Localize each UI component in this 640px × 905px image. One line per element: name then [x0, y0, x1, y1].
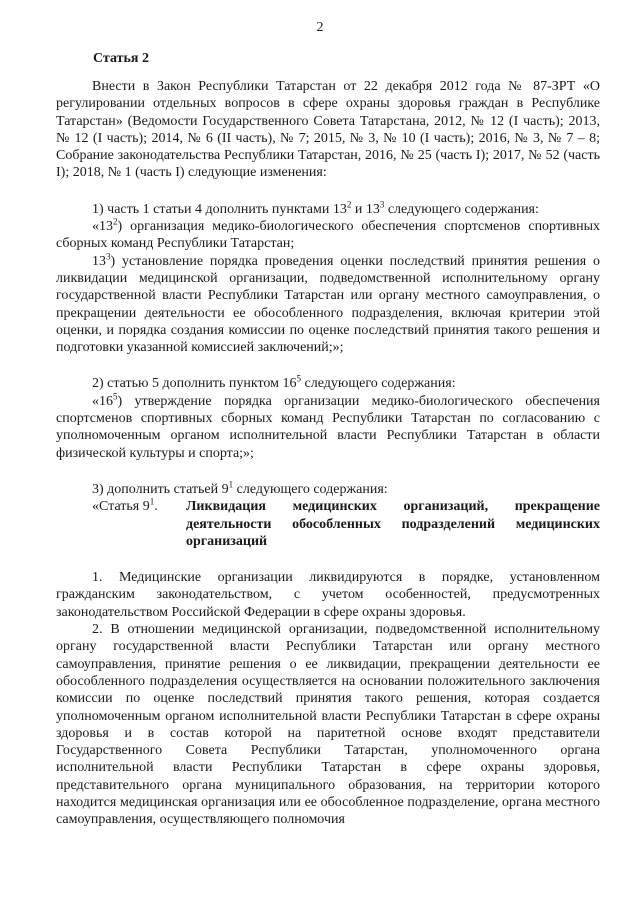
item-3-text-b: следующего содержания:	[233, 481, 388, 497]
page-number: 2	[316, 20, 324, 35]
new-article-title: Ликвидация медицинских организаций, прекращение деятельности обособленных подразделений медицинских организаций	[186, 499, 600, 549]
item-3-text-a: 3) дополнить статьей 9	[92, 481, 229, 497]
point-13-3-sup: 3	[106, 251, 111, 262]
item-2-text-a: 2) статью 5 дополнить пунктом 16	[92, 376, 297, 392]
point-13-3	[56, 253, 600, 357]
point-16-5-num: «16	[92, 393, 113, 409]
point-16-5	[56, 393, 600, 462]
point-16-5-sup: 5	[113, 391, 118, 402]
new-article-label-dot: .	[154, 499, 158, 515]
item-1	[56, 201, 600, 218]
point-13-3-text: ) установление порядка проведения оценки последствий принятия решения о ликвидации медицинской организации, подведомственной исполнительному органу государственной власти Республики Татарстан или органу местного самоуправления, о прекращении деятельности ее обособленного подразделения, включая критерии этой оценки, и порядка создания комиссии по оценке последствий принятия такого решения и подготовки указанной комиссией заключений;»;	[56, 253, 600, 356]
item-1-sup-2: 3	[379, 199, 385, 210]
point-13-2-text: ) организация медико-биологического обеспечения спортсменов спортивных сборных команд Республики Татарстан;	[56, 219, 600, 252]
intro-paragraph: Внести в Закон Республики Татарстан от 22 декабря 2012 года № 87-ЗРТ «О регулировании отдельных вопросов в сфере охраны здоровья граждан в Республике Татарстан» (Ведомости Государственного Совета Татарстана, 2012, № 12 (I часть); 2013, № 12 (I часть); 2014, № 6 (II часть), № 7; 2015, № 3, № 10 (I часть); 2016, № 3, № 7 – 8; Собрание законодательства Республики Татарстан, 2016, № 25 (часть I); 2017, № 52 (часть I); 2018, № 1 (часть I) следующие изменения:	[56, 79, 600, 181]
item-2-sup: 5	[296, 373, 302, 384]
amendments-body	[56, 78, 600, 829]
point-13-3-num: 13	[92, 253, 106, 269]
item-3-sup: 1	[228, 479, 234, 490]
article-point-2: 2. В отношении медицинской организации, подведомственной исполнительному органу государственной власти Республики Татарстан или органу местного самоуправления, принятие решения о ее ликвидации, прекращении деятельности ее обособленного подразделения осуществляется на основании положительного заключения комиссии по оценке последствий принятия такого решения, которая создается уполномоченным органом исполнительной власти Республики Татарстан в сфере охраны здоровья и в состав которой на паритетной основе входят представители Государственного Совета Республики Татарстан, уполномоченного органа исполнительной власти Республики Татарстан в сфере охраны здоровья, представительного органа муниципального образования, на территории которого находится медицинская организация или ее обособленное подразделение, органа местного самоуправления, осуществляющего полномочия	[56, 622, 600, 828]
item-1-text-b: и 13	[351, 201, 380, 217]
point-13-2	[56, 218, 600, 253]
new-article-label-sup: 1	[149, 496, 155, 507]
point-13-2-num: «13	[92, 219, 113, 235]
item-1-sup-1: 2	[346, 199, 352, 210]
item-3	[56, 481, 600, 498]
new-article-header	[56, 498, 600, 550]
new-article-label-text: «Статья 9	[92, 499, 150, 515]
item-1-text-a: 1) часть 1 статьи 4 дополнить пунктами 13	[92, 201, 347, 217]
point-16-5-text: ) утверждение порядка организации медико-биологического обеспечения спортсменов спортивных сборных команд Республики Татарстан по согласованию с уполномоченным органом исполнительной власти Республики Татарстан в области физической культуры и спорта;»;	[56, 393, 600, 461]
item-1-text-c: следующего содержания:	[384, 201, 539, 217]
article-heading: Статья 2	[93, 51, 149, 66]
article-point-1: 1. Медицинские организации ликвидируются в порядке, установленном гражданским законодательством, с учетом особенностей, предусмотренных законодательством Российской Федерации в сфере охраны здоровья.	[56, 570, 600, 620]
new-article-label	[56, 498, 186, 550]
item-2-text-b: следующего содержания:	[301, 376, 456, 392]
item-2	[56, 375, 600, 392]
point-13-2-sup: 2	[113, 216, 118, 227]
